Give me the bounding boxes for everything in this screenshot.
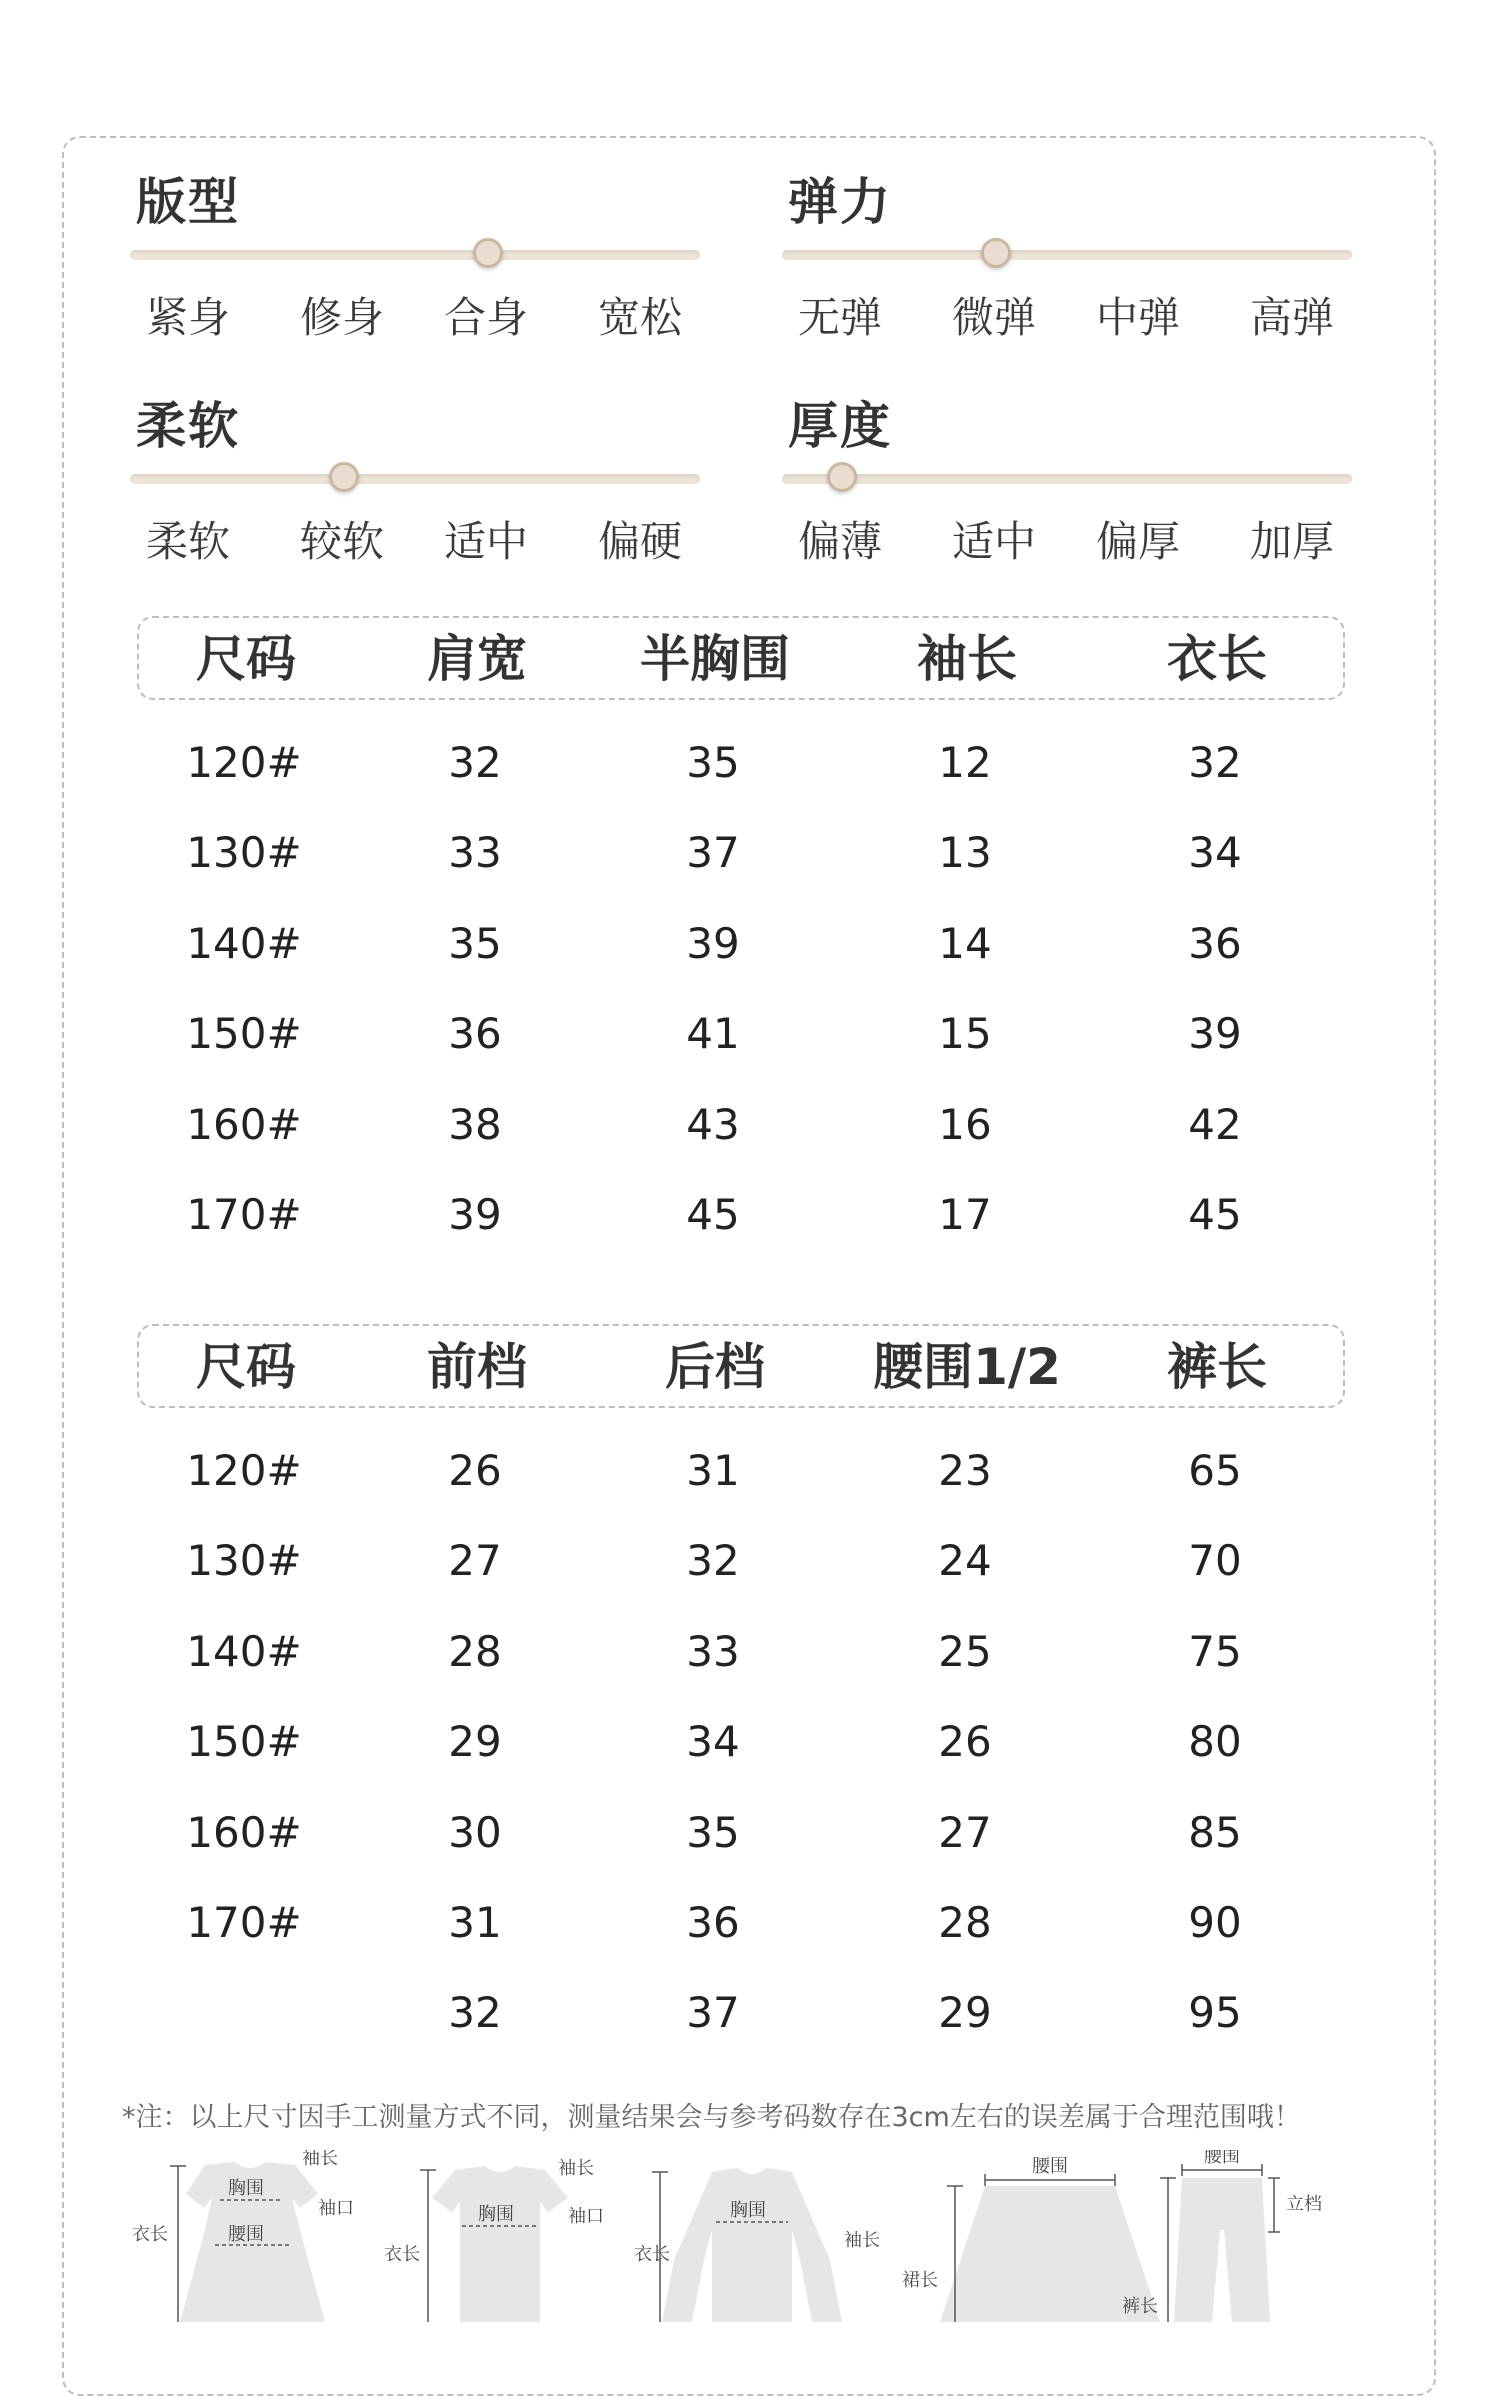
attr-option: 高弹 — [1249, 293, 1334, 342]
table-cell: 16 — [938, 1099, 992, 1149]
attr-options — [130, 288, 700, 348]
diagram-label: 立档 — [1286, 2194, 1322, 2215]
table-cell: 36 — [1188, 918, 1242, 968]
table-cell: 160# — [186, 1099, 302, 1149]
diagram-label: 胸围 — [730, 2200, 766, 2221]
attr-option: 微弹 — [951, 293, 1036, 342]
table-cell: 26 — [938, 1717, 992, 1767]
table-cell: 32 — [686, 1536, 740, 1586]
table-row — [0, 1090, 1500, 1160]
attr-option: 中弹 — [1095, 293, 1180, 342]
table-row — [0, 818, 1500, 888]
table-row — [0, 1526, 1500, 1596]
attr-option: 适中 — [443, 517, 528, 566]
diagram-label: 裤长 — [1122, 2296, 1158, 2317]
table-cell: 65 — [1188, 1446, 1242, 1495]
attr-option: 合身 — [443, 293, 528, 342]
diagram-label: 袖长 — [844, 2230, 880, 2251]
table-cell: 27 — [448, 1536, 502, 1586]
table-cell: 34 — [686, 1717, 740, 1767]
attr-track — [782, 250, 1352, 260]
table-cell: 15 — [938, 1009, 992, 1059]
table-cell: 37 — [686, 828, 740, 878]
table-cell: 130# — [186, 828, 302, 878]
measurement-note: *注：以上尺寸因手工测量方式不同，测量结果会与参考码数存在3cm左右的误差属于合理范围哦！ — [122, 2102, 1301, 2133]
attr-option: 柔软 — [145, 517, 230, 566]
table-cell: 39 — [686, 918, 740, 968]
table-cell: 70 — [1188, 1536, 1242, 1586]
tshirt-diagram — [384, 2158, 604, 2322]
table-cell: 24 — [938, 1536, 992, 1586]
table-cell: 29 — [938, 1988, 992, 2038]
measurement-diagrams — [0, 2150, 1500, 2322]
diagram-label: 袖口 — [318, 2198, 354, 2219]
table-cell: 85 — [1188, 1807, 1242, 1857]
table-cell: 120# — [186, 738, 302, 787]
attr-option: 适中 — [951, 517, 1036, 566]
attr-track — [130, 250, 700, 260]
table-cell: 31 — [448, 1898, 502, 1947]
table-cell: 36 — [448, 1009, 502, 1059]
attr-option: 宽松 — [597, 293, 682, 342]
attr-option: 偏硬 — [597, 517, 682, 566]
attr-option: 较软 — [299, 517, 384, 566]
table-cell: 90 — [1188, 1898, 1242, 1947]
table-cell: 130# — [186, 1536, 302, 1586]
table-header-cell: 衣长 — [1167, 630, 1267, 688]
attr-knob — [473, 238, 503, 268]
table-cell: 150# — [186, 1717, 302, 1767]
table-cell: 35 — [686, 738, 740, 787]
attr-track — [782, 474, 1352, 484]
attr-knob — [329, 462, 359, 492]
attr-track — [130, 474, 700, 484]
garment-diagrams-svg — [0, 2150, 1500, 2322]
table-row — [0, 1436, 1500, 1506]
diagram-label: 袖口 — [568, 2206, 604, 2227]
table-cell: 120# — [186, 1446, 302, 1495]
table-cell: 35 — [448, 918, 502, 968]
table-cell: 25 — [938, 1626, 992, 1676]
attr-options — [782, 512, 1352, 572]
table-cell: 14 — [938, 918, 992, 968]
table-header-cell: 袖长 — [917, 630, 1017, 688]
table-row — [0, 999, 1500, 1069]
attr-knob — [827, 462, 857, 492]
table-header-cell: 前档 — [427, 1338, 527, 1396]
table-cell: 33 — [448, 828, 502, 878]
diagram-label: 裙长 — [902, 2270, 938, 2291]
table-row — [0, 1888, 1500, 1958]
attr-option: 偏厚 — [1095, 517, 1180, 566]
table-header-cell: 半胸围 — [640, 630, 790, 688]
table-cell: 37 — [686, 1988, 740, 2038]
table-row — [0, 1617, 1500, 1687]
table-cell: 17 — [938, 1190, 992, 1239]
attr-title: 柔软 — [136, 397, 240, 455]
table-cell: 170# — [186, 1898, 302, 1947]
table-cell: 160# — [186, 1807, 302, 1857]
table-cell: 140# — [186, 1626, 302, 1676]
table-cell: 75 — [1188, 1626, 1242, 1676]
table-cell: 80 — [1188, 1717, 1242, 1767]
table-cell: 42 — [1188, 1099, 1242, 1149]
diagram-label: 衣长 — [384, 2244, 420, 2265]
attr-title: 厚度 — [788, 397, 892, 455]
table-row — [0, 909, 1500, 979]
table-cell: 39 — [448, 1190, 502, 1239]
table-row — [0, 728, 1500, 798]
table-cell: 13 — [938, 828, 992, 878]
table-row — [0, 1180, 1500, 1250]
table-cell: 35 — [686, 1807, 740, 1857]
table-header-cell: 肩宽 — [427, 630, 527, 688]
table-cell: 30 — [448, 1807, 502, 1857]
diagram-label: 袖长 — [558, 2158, 594, 2179]
attr-option: 偏薄 — [797, 517, 882, 566]
table-cell: 23 — [938, 1446, 992, 1495]
table-cell: 33 — [686, 1626, 740, 1676]
table-cell: 28 — [448, 1626, 502, 1676]
table-header-cell: 后档 — [665, 1338, 765, 1396]
table-cell: 34 — [1188, 828, 1242, 878]
table-cell: 28 — [938, 1898, 992, 1947]
table-header-cell: 腰围1/2 — [873, 1338, 1061, 1396]
diagram-label: 胸围 — [478, 2204, 514, 2225]
attr-option: 无弹 — [797, 293, 882, 342]
diagram-label: 衣长 — [132, 2224, 168, 2245]
top-table-header — [137, 616, 1345, 700]
table-cell: 170# — [186, 1190, 302, 1239]
attr-knob — [981, 238, 1011, 268]
table-row — [0, 1798, 1500, 1868]
attr-options — [130, 512, 700, 572]
table-cell: 41 — [686, 1009, 740, 1059]
attr-option: 加厚 — [1249, 517, 1334, 566]
attr-options — [782, 288, 1352, 348]
pants-diagram — [1122, 2150, 1322, 2322]
table-cell: 32 — [448, 1988, 502, 2038]
diagram-label: 袖长 — [302, 2150, 338, 2169]
table-header-cell: 裤长 — [1167, 1338, 1267, 1396]
table-cell: 150# — [186, 1009, 302, 1059]
table-row — [0, 1978, 1500, 2048]
table-header-cell: 尺码 — [196, 630, 296, 688]
diagram-label: 腰围 — [1204, 2150, 1240, 2167]
table-cell: 29 — [448, 1717, 502, 1767]
table-row — [0, 1707, 1500, 1777]
table-cell: 43 — [686, 1099, 740, 1149]
attr-title: 版型 — [136, 173, 240, 231]
table-cell: 45 — [686, 1190, 740, 1239]
longsleeve-diagram — [634, 2168, 880, 2322]
diagram-label: 腰围 — [1032, 2156, 1068, 2177]
diagram-label: 胸围 — [228, 2178, 264, 2199]
table-cell: 32 — [448, 738, 502, 787]
table-cell: 140# — [186, 918, 302, 968]
attr-title: 弹力 — [788, 173, 892, 231]
attr-option: 紧身 — [145, 293, 230, 342]
table-cell: 27 — [938, 1807, 992, 1857]
bottom-table-header — [137, 1324, 1345, 1408]
table-cell: 38 — [448, 1099, 502, 1149]
table-header-cell: 尺码 — [196, 1338, 296, 1396]
dress-diagram — [132, 2150, 354, 2322]
table-cell: 95 — [1188, 1988, 1242, 2038]
table-cell: 26 — [448, 1446, 502, 1495]
table-cell: 32 — [1188, 738, 1242, 787]
diagram-label: 腰围 — [228, 2224, 264, 2245]
table-cell: 45 — [1188, 1190, 1242, 1239]
table-cell: 39 — [1188, 1009, 1242, 1059]
attr-option: 修身 — [299, 293, 384, 342]
diagram-label: 衣长 — [634, 2244, 670, 2265]
table-cell: 12 — [938, 738, 992, 787]
table-cell: 36 — [686, 1898, 740, 1947]
table-cell: 31 — [686, 1446, 740, 1495]
